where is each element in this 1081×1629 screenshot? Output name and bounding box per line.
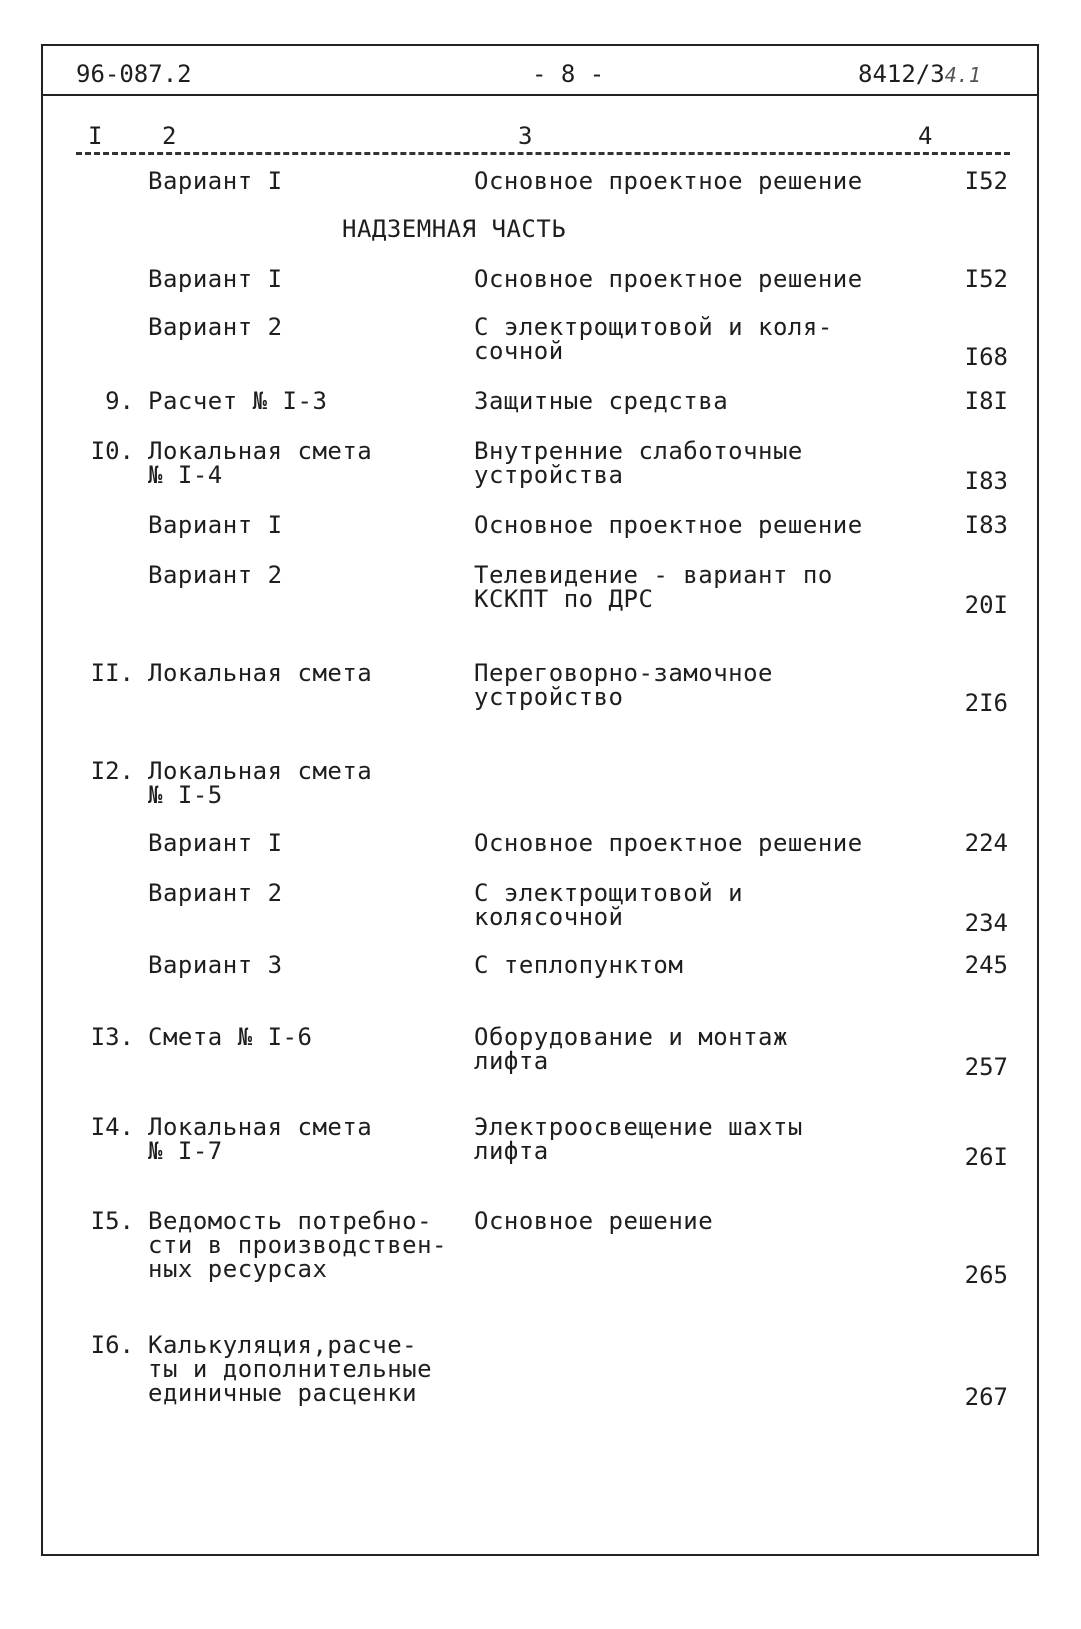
row-title-line: Вариант I: [148, 829, 283, 857]
row-description-line: Основное проектное решение: [474, 511, 863, 539]
row-title-line: единичные расценки: [148, 1379, 418, 1407]
row-page-number: 234: [964, 909, 1008, 937]
row-description-line: Оборудование и монтаж: [474, 1023, 788, 1051]
row-page-number: I83: [964, 467, 1008, 495]
column-number-2: 2: [162, 122, 177, 150]
row-page-number: I68: [964, 343, 1008, 371]
row-description-line: Основное проектное решение: [474, 167, 863, 195]
row-description-line: Телевидение - вариант по: [474, 561, 833, 589]
row-title-line: Вариант I: [148, 265, 283, 293]
row-title-line: Расчет № I-3: [148, 387, 328, 415]
row-title-line: Вариант 2: [148, 313, 283, 341]
row-description-line: сочной: [474, 337, 564, 365]
column-number-4: 4: [918, 122, 933, 150]
row-page-number: 267: [964, 1383, 1008, 1411]
handwritten-annotation: 4.1: [944, 63, 981, 87]
row-title-line: Вариант 2: [148, 561, 283, 589]
row-number: I4.: [90, 1113, 134, 1141]
row-title-line: Вариант 2: [148, 879, 283, 907]
row-description-line: Защитные средства: [474, 387, 729, 415]
row-title-line: Вариант I: [148, 167, 283, 195]
row-title-line: Локальная смета: [148, 757, 373, 785]
row-page-number: 245: [964, 951, 1008, 979]
row-description-line: Внутренние слаботочные: [474, 437, 803, 465]
row-description-line: лифта: [474, 1137, 549, 1165]
row-page-number: 257: [964, 1053, 1008, 1081]
row-description-line: С электрощитовой и коля-: [474, 313, 833, 341]
row-title-line: Локальная смета: [148, 659, 373, 687]
row-title-line: Локальная смета: [148, 1113, 373, 1141]
row-page-number: I52: [964, 265, 1008, 293]
doc-reference-number: 8412/3: [858, 60, 945, 88]
row-number: 9.: [105, 387, 134, 415]
row-number: I2.: [90, 757, 134, 785]
row-page-number: I8I: [964, 387, 1008, 415]
row-number: I3.: [90, 1023, 134, 1051]
row-description-line: С электрощитовой и: [474, 879, 744, 907]
column-number-1: I: [88, 122, 103, 150]
page-number: - 8 -: [532, 60, 605, 88]
row-description-line: лифта: [474, 1047, 549, 1075]
row-description-line: устройство: [474, 683, 624, 711]
section-heading: НАДЗЕМНАЯ ЧАСТЬ: [342, 215, 567, 243]
row-page-number: 26I: [964, 1143, 1008, 1171]
row-title-line: № I-4: [148, 461, 223, 489]
row-title-line: № I-7: [148, 1137, 223, 1165]
column-number-3: 3: [518, 122, 533, 150]
row-page-number: 224: [964, 829, 1008, 857]
row-title-line: Локальная смета: [148, 437, 373, 465]
row-title-line: ных ресурсах: [148, 1255, 328, 1283]
row-description-line: колясочной: [474, 903, 624, 931]
row-page-number: 265: [964, 1261, 1008, 1289]
row-description-line: КСКПТ по ДРС: [474, 585, 654, 613]
row-title-line: Калькуляция,расче-: [148, 1331, 418, 1359]
row-description-line: Электроосвещение шахты: [474, 1113, 803, 1141]
row-description-line: Основное проектное решение: [474, 829, 863, 857]
row-page-number: 2I6: [964, 689, 1008, 717]
row-title-line: Ведомость потребно-: [148, 1207, 433, 1235]
row-title-line: Смета № I-6: [148, 1023, 313, 1051]
row-number: I6.: [90, 1331, 134, 1359]
row-description-line: Переговорно-замочное: [474, 659, 773, 687]
row-page-number: I52: [964, 167, 1008, 195]
row-title-line: № I-5: [148, 781, 223, 809]
column-header-rule: [76, 152, 1010, 155]
row-description-line: С теплопунктом: [474, 951, 684, 979]
row-title-line: Вариант 3: [148, 951, 283, 979]
row-page-number: I83: [964, 511, 1008, 539]
row-title-line: ты и дополнительные: [148, 1355, 433, 1383]
row-number: I5.: [90, 1207, 134, 1235]
header-divider: [41, 94, 1039, 96]
doc-reference: [858, 60, 981, 88]
doc-code: 96-087.2: [76, 60, 192, 88]
row-description-line: Основное решение: [474, 1207, 714, 1235]
row-description-line: Основное проектное решение: [474, 265, 863, 293]
row-description-line: устройства: [474, 461, 624, 489]
row-number: I0.: [90, 437, 134, 465]
row-title-line: сти в производствен-: [148, 1231, 447, 1259]
row-page-number: 20I: [964, 591, 1008, 619]
row-number: II.: [90, 659, 134, 687]
row-title-line: Вариант I: [148, 511, 283, 539]
